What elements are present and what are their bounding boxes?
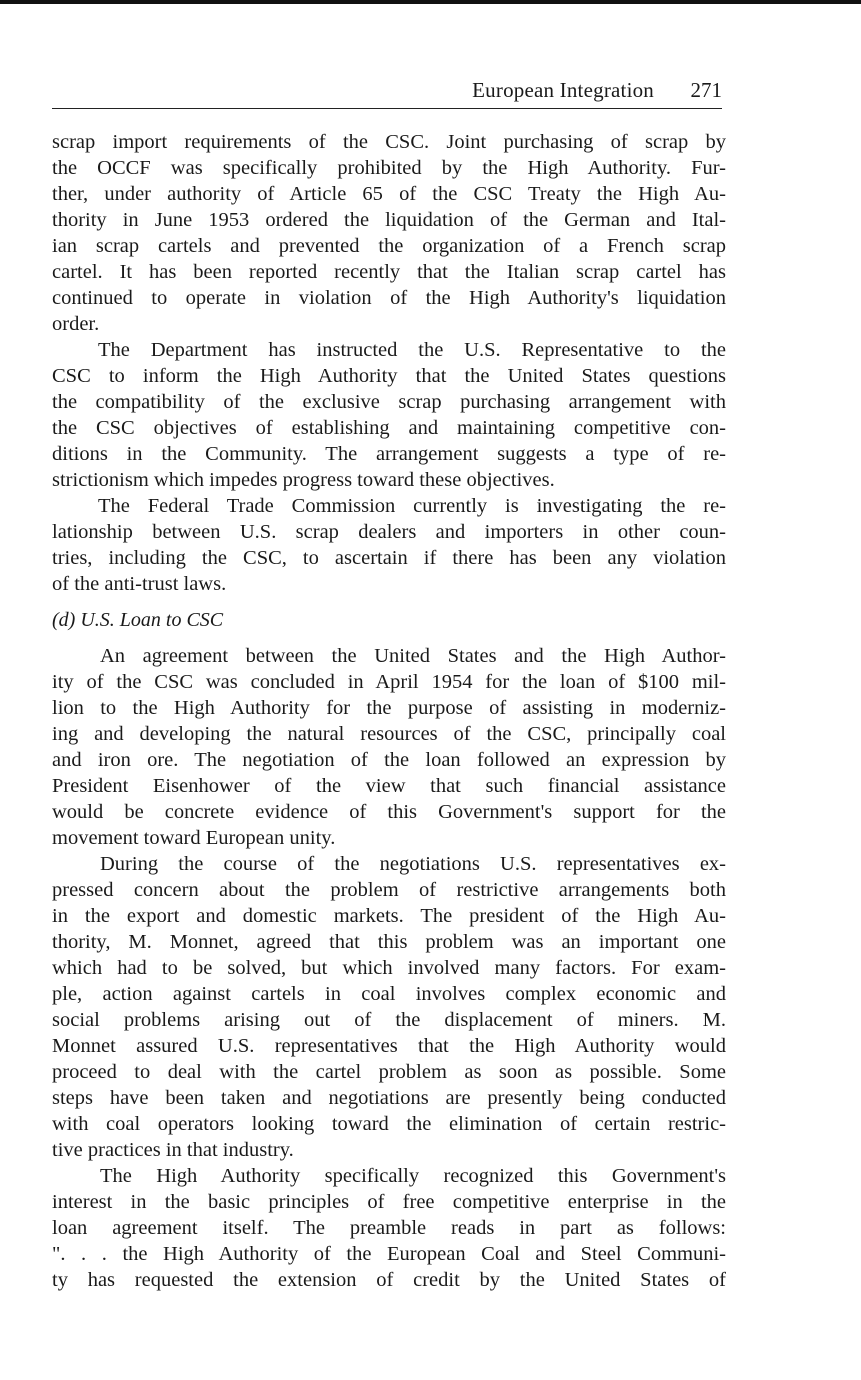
text-line: steps have been taken and negotiations are presently being conducted bbox=[52, 1087, 726, 1109]
text-line: thority in June 1953 ordered the liquidation of the German and Ital- bbox=[52, 209, 726, 231]
text-line: the OCCF was specifically prohibited by the High Authority. Fur- bbox=[52, 157, 726, 179]
text-line: would be concrete evidence of this Government's support for the bbox=[52, 801, 726, 823]
text-line: lationship between U.S. scrap dealers and importers in other coun- bbox=[52, 521, 726, 543]
body-text bbox=[52, 129, 726, 1293]
text-line: The Federal Trade Commission currently is investigating the re- bbox=[98, 495, 726, 517]
text-line: cartel. It has been reported recently that the Italian scrap cartel has bbox=[52, 261, 726, 283]
text-line: ditions in the Community. The arrangement suggests a type of re- bbox=[52, 443, 726, 465]
text-line: Monnet assured U.S. representatives that the High Authority would bbox=[52, 1035, 726, 1057]
text-line: pressed concern about the problem of restrictive arrangements both bbox=[52, 879, 726, 901]
paragraph-scrap-import bbox=[52, 129, 726, 337]
text-line: interest in the basic principles of free competitive enterprise in the bbox=[52, 1191, 726, 1213]
text-line: ty has requested the extension of credit by the United States of bbox=[52, 1269, 726, 1291]
text-line: lion to the High Authority for the purpose of assisting in moderniz- bbox=[52, 697, 726, 719]
running-head bbox=[52, 74, 722, 109]
text-line: ian scrap cartels and prevented the organization of a French scrap bbox=[52, 235, 726, 257]
text-line: in the export and domestic markets. The president of the High Au- bbox=[52, 905, 726, 927]
text-line: the compatibility of the exclusive scrap purchasing arrangement with bbox=[52, 391, 726, 413]
text-line: social problems arising out of the displacement of miners. M. bbox=[52, 1009, 726, 1031]
paragraph-preamble bbox=[52, 1163, 726, 1293]
page-top-edge bbox=[0, 0, 861, 4]
text-line: and iron ore. The negotiation of the loan followed an expression by bbox=[52, 749, 726, 771]
text-line: President Eisenhower of the view that such financial assistance bbox=[52, 775, 726, 797]
text-line: ple, action against cartels in coal involves complex economic and bbox=[52, 983, 726, 1005]
text-line: tive practices in that industry. bbox=[52, 1139, 294, 1161]
text-line: scrap import requirements of the CSC. Joint purchasing of scrap by bbox=[52, 131, 726, 153]
text-line: strictionism which impedes progress toward these objectives. bbox=[52, 469, 555, 491]
paragraph-loan-agreement bbox=[52, 643, 726, 851]
text-line: ther, under authority of Article 65 of the CSC Treaty the High Au- bbox=[52, 183, 726, 205]
text-line: thority, M. Monnet, agreed that this problem was an important one bbox=[52, 931, 726, 953]
text-line: ". . . the High Authority of the European Coal and Steel Communi- bbox=[52, 1243, 726, 1265]
text-line: The Department has instructed the U.S. Representative to the bbox=[98, 339, 726, 361]
text-line: tries, including the CSC, to ascertain if there has been any violation bbox=[52, 547, 726, 569]
text-line: During the course of the negotiations U.S. representatives ex- bbox=[100, 853, 726, 875]
section-subheading: (d) U.S. Loan to CSC bbox=[52, 609, 224, 631]
page-number: 271 bbox=[690, 78, 722, 102]
text-line: proceed to deal with the cartel problem as soon as possible. Some bbox=[52, 1061, 726, 1083]
text-line: ity of the CSC was concluded in April 1954 for the loan of $100 mil- bbox=[52, 671, 726, 693]
text-line: The High Authority specifically recognized this Government's bbox=[100, 1165, 726, 1187]
paragraph-department-instructed bbox=[52, 337, 726, 493]
paragraph-negotiations bbox=[52, 851, 726, 1163]
paragraph-ftc-investigation bbox=[52, 493, 726, 597]
text-line: movement toward European unity. bbox=[52, 827, 336, 849]
running-head-title: European Integration bbox=[472, 78, 654, 102]
text-line: An agreement between the United States and the High Author- bbox=[100, 645, 726, 667]
text-line: with coal operators looking toward the elimination of certain restric- bbox=[52, 1113, 726, 1135]
text-line: ing and developing the natural resources of the CSC, principally coal bbox=[52, 723, 726, 745]
text-line: order. bbox=[52, 313, 100, 335]
text-line: loan agreement itself. The preamble reads in part as follows: bbox=[52, 1217, 726, 1239]
text-line: which had to be solved, but which involved many factors. For exam- bbox=[52, 957, 726, 979]
text-line: the CSC objectives of establishing and maintaining competitive con- bbox=[52, 417, 726, 439]
text-line: of the anti-trust laws. bbox=[52, 573, 227, 595]
text-line: continued to operate in violation of the High Authority's liquidation bbox=[52, 287, 726, 309]
text-line: CSC to inform the High Authority that the United States questions bbox=[52, 365, 726, 387]
